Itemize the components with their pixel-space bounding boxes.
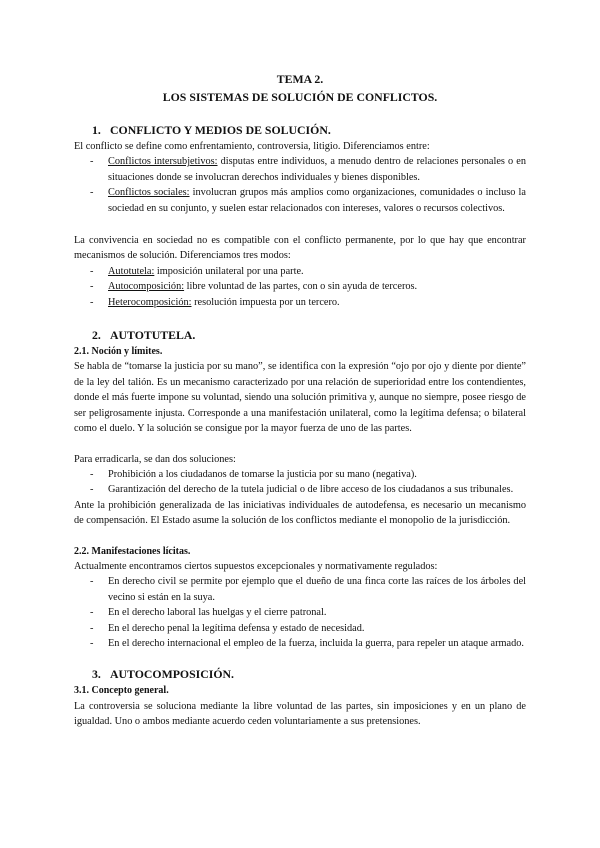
tema-number: TEMA 2. xyxy=(276,72,324,86)
subsection-heading: 2.2. Manifestaciones lícitas. xyxy=(74,545,191,557)
section-title: AUTOTUTELA. xyxy=(110,328,196,343)
section-title: CONFLICTO Y MEDIOS DE SOLUCIÓN. xyxy=(110,123,331,137)
paragraph: Se habla de “tomarse la justicia por su mano”, se identifica con la expresión “ojo por ojo y diente por diente” de la ley del talión. Es un mecanismo caracterizado por una relación de superioridad entre los contendientes, donde el más fuerte impone su voluntad, siendo una solución primitiva y, aunque no siempre, posee riesgo de ser peligrosamente injusta. Corresponde a una manifestación unilateral, como la legítima defensa; o bilateral como el duelo. Y la solución se consigue por la mayor fuerza de uno de las partes. xyxy=(74,361,526,435)
paragraph: Ante la prohibición generalizada de las iniciativas individuales de autodefensa, es necesario un mecanismo de compensación. El Estado asume la solución de los conflictos mediante el monopolio de la jurisdicción. xyxy=(74,499,526,527)
section-title: AUTOCOMPOSICIÓN. xyxy=(110,667,234,682)
list-item xyxy=(74,264,526,279)
eradication-solutions-list xyxy=(74,467,526,498)
subsection-heading: 2.1. Noción y límites. xyxy=(74,346,163,358)
section-number: 2. xyxy=(92,328,101,343)
list-text: resolución impuesta por un tercero. xyxy=(191,296,340,308)
subsection-heading: 3.1. Concepto general. xyxy=(74,685,169,697)
list-item xyxy=(74,185,526,216)
list-text: disputas entre individuos, a menudo dentro de relaciones personales o en situaciones donde se involucran derechos individuales y bienes disponibles. xyxy=(108,156,526,183)
list-item xyxy=(74,295,526,310)
list-text: libre voluntad de las partes, con o sin ayuda de terceros. xyxy=(184,281,418,293)
conflict-types-list xyxy=(74,154,526,216)
paragraph: El conflicto se define como enfrentamiento, controversia, litigio. Diferenciamos entre: xyxy=(74,141,430,152)
list-item: - En el derecho internacional el empleo de la fuerza, incluida la guerra, para repeler un ataque armado. xyxy=(74,636,526,651)
solution-modes-list xyxy=(74,264,526,310)
list-term: Autotutela: xyxy=(108,265,155,277)
paragraph: La controversia se soluciona mediante la libre voluntad de las partes, sin imposiciones y en un plano de igualdad. Uno o ambos mediante acuerdo ceden voluntariamente a sus pretensiones. xyxy=(74,700,526,728)
document-title: LOS SISTEMAS DE SOLUCIÓN DE CONFLICTOS. xyxy=(162,90,438,104)
list-term: Autocomposición: xyxy=(108,281,185,293)
list-text: imposición unilateral por una parte. xyxy=(154,265,304,277)
paragraph: La convivencia en sociedad no es compatible con el conflicto permanente, por lo que hay que encontrar mecanismos de solución. Diferenciamos tres modos: xyxy=(74,235,526,262)
list-item xyxy=(74,154,526,185)
paragraph: Actualmente encontramos ciertos supuestos excepcionales y normativamente regulados: xyxy=(74,560,438,572)
list-item: - Garantización del derecho de la tutela judicial o de libre acceso de los ciudadanos a sus tribunales. xyxy=(74,482,526,497)
list-item: - En derecho civil se permite por ejemplo que el dueño de una finca corte las raíces de los árboles del vecino si están en la suya. xyxy=(74,574,526,605)
section-3-heading xyxy=(92,666,526,683)
list-item xyxy=(74,279,526,294)
lawful-manifestations-list xyxy=(74,574,526,651)
section-number: 3. xyxy=(92,667,101,682)
list-item: - Prohibición a los ciudadanos de tomarse la justicia por su mano (negativa). xyxy=(74,467,526,482)
list-item: - En el derecho laboral las huelgas y el cierre patronal. xyxy=(74,605,526,620)
section-number: 1. xyxy=(92,123,101,137)
list-item: - En el derecho penal la legítima defensa y estado de necesidad. xyxy=(74,621,526,636)
list-text: involucran grupos más amplios como organizaciones, comunidades o incluso la sociedad en su conjunto, y suelen estar relacionados con intereses, valores o recursos colectivos. xyxy=(108,187,526,214)
section-1-heading xyxy=(92,122,526,139)
list-term: Heterocomposición: xyxy=(108,296,192,308)
list-term: Conflictos sociales: xyxy=(108,187,190,199)
paragraph: Para erradicarla, se dan dos soluciones: xyxy=(74,453,236,465)
section-2-heading xyxy=(92,327,526,344)
list-term: Conflictos intersubjetivos: xyxy=(108,156,218,168)
